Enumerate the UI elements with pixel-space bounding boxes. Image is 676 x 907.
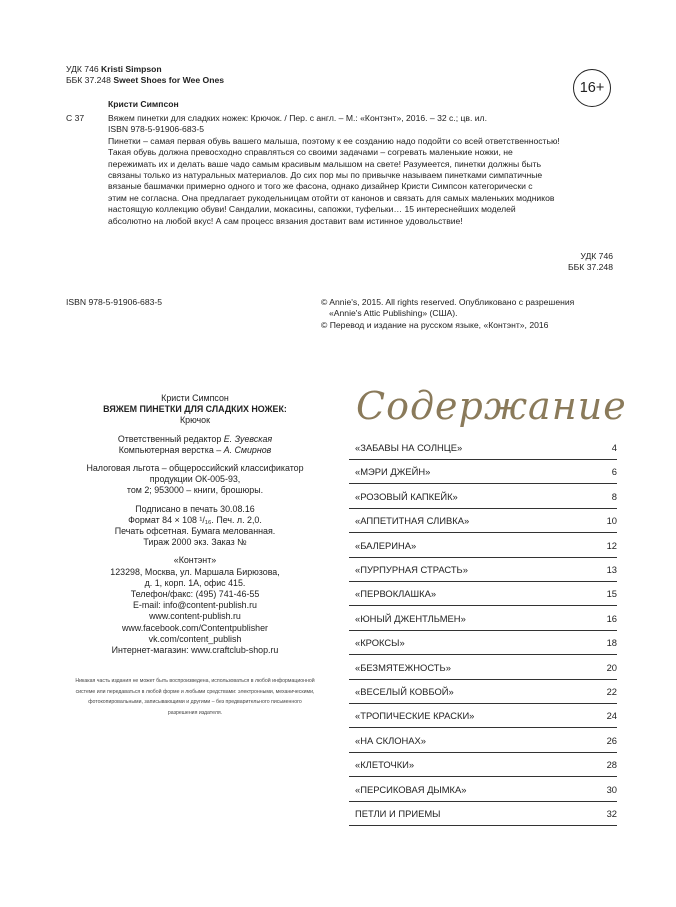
desc-line: Пинетки – самая первая обувь вашего малыша, поэтому к ее созданию надо подойти со всей ответственностью! bbox=[108, 135, 560, 146]
desc-line: Такая обувь должна превосходно справляться со своими задачами – согревать маленькие ножки, не bbox=[108, 147, 513, 158]
toc-heading: Содержание bbox=[356, 384, 627, 428]
print-line: Подписано в печать 30.08.16 bbox=[135, 503, 255, 514]
toc-item-title: ПЕТЛИ И ПРИЕМЫ bbox=[355, 808, 441, 819]
toc-item-title: «ЗАБАВЫ НА СОЛНЦЕ» bbox=[355, 442, 463, 453]
toc-divider bbox=[349, 459, 617, 460]
legal-line: Никакая часть издания не может быть воспроизведена, использоваться в любой информационной bbox=[75, 678, 315, 684]
desc-line: Вяжем пинетки для сладких ножек: Крючок. / Пер. с англ. – М.: «Контэнт», 2016. – 32 с.; цв. ил. bbox=[108, 113, 487, 123]
toc-divider bbox=[349, 508, 617, 509]
toc-item[interactable] bbox=[349, 584, 617, 606]
toc-item-title: «ЮНЫЙ ДЖЕНТЛЬМЕН» bbox=[355, 612, 466, 624]
imprint-title: ВЯЖЕМ ПИНЕТКИ ДЛЯ СЛАДКИХ НОЖЕК: bbox=[103, 404, 287, 415]
tax-line: Налоговая льгота – общероссийский классификатор bbox=[86, 463, 304, 474]
tax-line: продукции ОК-005-93, bbox=[149, 474, 241, 485]
toc-item-page: 12 bbox=[606, 539, 617, 551]
toc-item[interactable] bbox=[349, 462, 617, 484]
toc-item-page: 8 bbox=[611, 490, 617, 502]
title-en: Sweet Shoes for Wee Ones bbox=[113, 75, 224, 86]
toc-divider bbox=[349, 630, 617, 631]
toc-divider bbox=[349, 703, 617, 704]
copyright-block bbox=[321, 297, 574, 331]
toc-item[interactable] bbox=[349, 658, 617, 680]
isbn: ISBN 978-5-91906-683-5 bbox=[66, 297, 163, 307]
toc-divider bbox=[349, 727, 617, 728]
toc-item-page: 16 bbox=[606, 612, 617, 624]
publisher-line: Телефон/факс: (495) 741-46-55 bbox=[130, 589, 260, 600]
toc-divider bbox=[349, 532, 617, 533]
toc-item-title: «ПУРПУРНАЯ СТРАСТЬ» bbox=[355, 564, 468, 575]
toc-item-page: 18 bbox=[606, 637, 617, 649]
editor-label: Ответственный редактор bbox=[117, 433, 222, 444]
udk-label: УДК 746 bbox=[66, 64, 99, 74]
toc-item-page: 22 bbox=[606, 686, 617, 697]
toc-item[interactable] bbox=[349, 438, 617, 460]
toc-item-title: «МЭРИ ДЖЕЙН» bbox=[355, 466, 431, 478]
toc-item-page: 13 bbox=[606, 564, 617, 575]
publisher-line: www.facebook.com/Contentpublisher bbox=[121, 622, 269, 633]
layout-line bbox=[66, 445, 324, 456]
toc-divider bbox=[349, 483, 617, 484]
toc-item-page: 26 bbox=[606, 734, 617, 746]
publisher-line: д. 1, корп. 1А, офис 415. bbox=[144, 577, 246, 588]
toc-item-page: 30 bbox=[606, 783, 617, 795]
publisher-line: Интернет-магазин: www.craftclub-shop.ru bbox=[111, 645, 279, 656]
toc-item-page: 6 bbox=[611, 466, 617, 478]
tax-line: том 2; 953000 – книги, брошюры. bbox=[126, 485, 264, 496]
layout-label: Компьютерная верстка – bbox=[118, 444, 222, 455]
print-line: Формат 84 × 108 ¹/₁₆. Печ. л. 2,0. bbox=[128, 514, 262, 525]
toc-item-title: «РОЗОВЫЙ КАПКЕЙК» bbox=[355, 490, 458, 502]
toc-item[interactable] bbox=[349, 755, 617, 777]
toc-item-page: 15 bbox=[606, 588, 617, 600]
toc-item-page: 20 bbox=[606, 661, 617, 673]
toc-divider bbox=[349, 654, 617, 655]
udk-right-line: УДК 746 bbox=[580, 251, 613, 261]
print-line: Тираж 2000 экз. Заказ № bbox=[143, 537, 247, 548]
author-ru: Кристи Симпсон bbox=[108, 99, 179, 109]
toc-divider bbox=[349, 679, 617, 680]
copyright-line: © Annie's, 2015. All rights reserved. Опубликовано с разрешения bbox=[321, 297, 575, 307]
toc-item-title: «БАЛЕРИНА» bbox=[355, 539, 417, 551]
toc-item[interactable] bbox=[349, 536, 617, 558]
book-description bbox=[108, 113, 613, 227]
udk-right bbox=[568, 251, 613, 274]
bbk-label: ББК 37.248 bbox=[66, 75, 111, 86]
legal-line: фотокопировальными, записывающими и другими – без предварительного письменного bbox=[88, 699, 302, 706]
desc-line: этим не согласна. Она предлагает рукодельницам отойти от канонов и связать для самых маленьких модников bbox=[108, 192, 555, 203]
legal-line: разрешения издателя. bbox=[167, 709, 223, 716]
toc-item-title: «АППЕТИТНАЯ СЛИВКА» bbox=[355, 515, 470, 527]
toc-item[interactable] bbox=[349, 804, 617, 826]
publisher-line: vk.com/content_publish bbox=[148, 633, 242, 644]
editor-line bbox=[66, 434, 324, 445]
toc-item[interactable] bbox=[349, 560, 617, 582]
copyright-line: «Annie's Attic Publishing» (США). bbox=[329, 308, 458, 319]
author-en: Kristi Simpson bbox=[101, 64, 162, 74]
age-rating-badge: 16+ bbox=[573, 69, 611, 107]
toc-item-page: 32 bbox=[606, 808, 617, 819]
toc-divider bbox=[349, 605, 617, 606]
toc-item-title: «КРОКСЫ» bbox=[355, 637, 405, 649]
toc-item[interactable] bbox=[349, 706, 617, 728]
toc-item-title: «ПЕРВОКЛАШКА» bbox=[355, 588, 437, 600]
desc-line: ISBN 978-5-91906-683-5 bbox=[108, 124, 205, 135]
toc-item[interactable] bbox=[349, 780, 617, 802]
imprint-author: Кристи Симпсон bbox=[161, 393, 229, 403]
imprint-subtitle: Крючок bbox=[179, 415, 210, 426]
toc-item[interactable] bbox=[349, 609, 617, 631]
toc-item-title: «ВЕСЕЛЫЙ КОВБОЙ» bbox=[355, 686, 454, 697]
bbk-right-line: ББК 37.248 bbox=[568, 262, 613, 273]
classification-code: С 37 bbox=[66, 113, 85, 123]
print-line: Печать офсетная. Бумага мелованная. bbox=[114, 526, 276, 537]
toc-divider bbox=[349, 825, 617, 826]
imprint-block bbox=[66, 393, 324, 656]
toc-item[interactable] bbox=[349, 633, 617, 655]
toc-item[interactable] bbox=[349, 682, 617, 704]
toc-item[interactable] bbox=[349, 731, 617, 753]
legal-notice bbox=[66, 676, 324, 718]
toc-item-page: 24 bbox=[606, 710, 617, 722]
toc-item-title: «ТРОПИЧЕСКИЕ КРАСКИ» bbox=[355, 710, 475, 722]
desc-line: настоящую коллекцию обуви! Сандалии, мокасины, сапожки, туфельки… 15 интереснейших моделей bbox=[108, 204, 516, 215]
publisher-line: E-mail: info@content-publish.ru bbox=[133, 600, 257, 611]
editor-name: Е. Зуевская bbox=[223, 433, 273, 444]
toc-divider bbox=[349, 801, 617, 802]
toc-item-title: «ПЕРСИКОВАЯ ДЫМКА» bbox=[355, 783, 467, 795]
toc-divider bbox=[349, 581, 617, 582]
toc-divider bbox=[349, 752, 617, 753]
publisher-line: «Контэнт» bbox=[173, 555, 217, 566]
legal-line: системе или передаваться в любой форме и любыми средствами: электронными, механическими, bbox=[75, 688, 315, 695]
publisher-line: 123298, Москва, ул. Маршала Бирюзова, bbox=[110, 566, 280, 577]
toc-item-title: «НА СКЛОНАХ» bbox=[355, 734, 427, 746]
toc-item-page: 4 bbox=[611, 442, 617, 453]
desc-line: вязаные башмачки примерно одного и того же фасона, однако дизайнер Кристи Симпсон категорически с bbox=[108, 181, 533, 192]
toc-item-page: 28 bbox=[606, 759, 617, 771]
publisher-line: www.content-publish.ru bbox=[149, 611, 241, 622]
biblio-header bbox=[66, 64, 224, 87]
layout-name: А. Смирнов bbox=[223, 444, 272, 455]
toc-divider bbox=[349, 557, 617, 558]
desc-line: абсолютно на любой вкус! А сам процесс вязания доставит вам истинное удовольствие! bbox=[108, 215, 463, 226]
desc-line: связаны только из натуральных материалов. До сих пор мы по привычке называем пинетками симпатичные bbox=[108, 170, 543, 181]
toc-item[interactable] bbox=[349, 511, 617, 533]
toc-item-page: 10 bbox=[606, 515, 617, 527]
copyright-line: © Перевод и издание на русском языке, «Контэнт», 2016 bbox=[321, 319, 549, 330]
toc-item-title: «КЛЕТОЧКИ» bbox=[355, 759, 415, 771]
toc-item[interactable] bbox=[349, 487, 617, 509]
toc-item-title: «БЕЗМЯТЕЖНОСТЬ» bbox=[355, 661, 451, 673]
toc-divider bbox=[349, 776, 617, 777]
desc-line: пережимать их и делать ваше чадо самым красивым малышом на свете! Разумеется, пинетки должны быть bbox=[108, 158, 542, 169]
